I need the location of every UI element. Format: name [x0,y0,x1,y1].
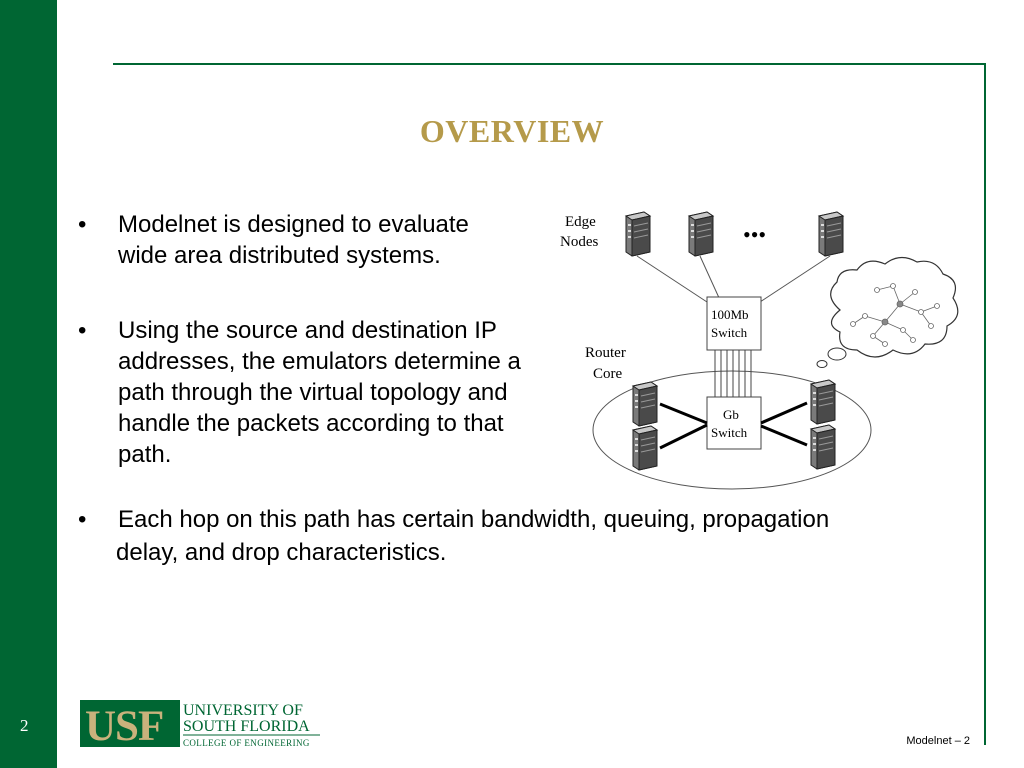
usf-logo-line-1: UNIVERSITY OF [183,702,303,719]
bullet-3 [78,504,978,568]
router-server-icon [633,382,657,426]
network-diagram [555,200,975,495]
frame-right-line [984,63,986,745]
edge-nodes-label-2: Nodes [560,234,599,250]
bullet-3-line-1: Each hop on this path has certain bandwidth, queuing, propagation [118,506,830,533]
router-core-label-1: Router [585,345,626,361]
ellipsis: ••• [743,222,767,247]
slide-title: OVERVIEW [419,113,605,149]
switch-gb-label-2: Switch [711,425,748,440]
bullet-dot: • [78,211,87,238]
edge-nodes-label-1: Edge [565,214,596,230]
frame-top-line [113,63,986,65]
router-server-icon [633,426,657,470]
switch-100mb [707,297,761,350]
edge-server-icon [626,212,650,256]
bullet-1 [78,209,538,271]
router-core-label-2: Core [593,366,623,382]
router-server-icon [811,425,835,469]
usf-logo-letters: USF [85,703,164,748]
bullet-dot: • [78,317,87,344]
cloud-icon [817,257,958,367]
router-server-icon [811,380,835,424]
usf-logo [80,700,325,748]
bullet-3-line-2: delay, and drop characteristics. [116,539,447,566]
usf-logo-line-2: SOUTH FLORIDA [183,718,310,735]
footer-text: Modelnet – 2 [906,735,970,747]
edge-server-icon [689,212,713,256]
switch-gb [707,397,761,449]
switch-100mb-label-1: 100Mb [711,307,749,322]
bullet-2-text: Using the source and destination IP addresses, the emulators determine a path through the virtual topology and handle the packets according to that path. [118,317,521,468]
edge-server-icon [819,212,843,256]
switch-gb-label-1: Gb [723,407,739,422]
bullet-dot: • [78,506,87,533]
slide-number: 2 [20,716,29,735]
bullet-1-line-1: Modelnet is designed to evaluate [118,211,469,238]
bullet-2 [78,315,548,470]
switch-100mb-label-2: Switch [711,325,748,340]
bullet-1-line-2: wide area distributed systems. [118,242,441,269]
usf-logo-line-3: COLLEGE OF ENGINEERING [183,738,310,748]
